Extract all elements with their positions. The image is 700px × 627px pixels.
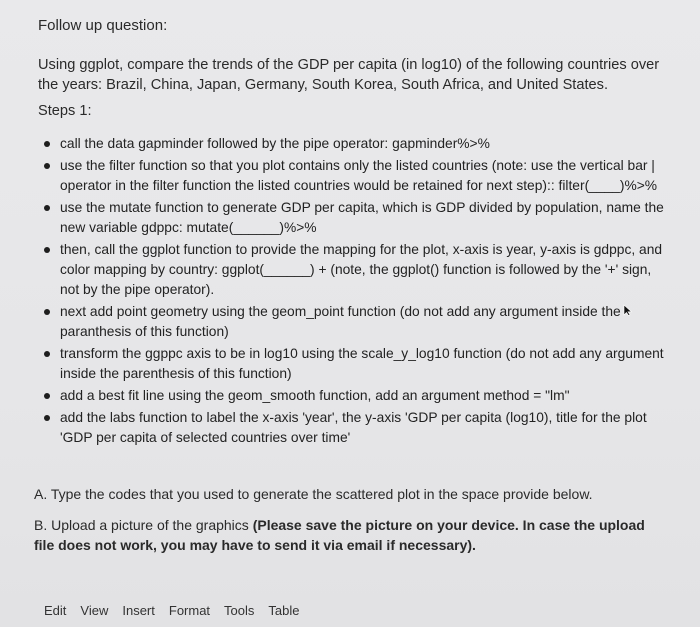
steps-list xyxy=(44,134,674,450)
part-b-text: B. Upload a picture of the graphics xyxy=(34,517,253,533)
menu-insert[interactable]: Insert xyxy=(122,603,155,618)
part-a-instruction: A. Type the codes that you used to generate the scattered plot in the space provide below. xyxy=(34,486,593,502)
menu-edit[interactable]: Edit xyxy=(44,603,67,618)
question-title: Follow up question: xyxy=(38,17,168,34)
mouse-pointer-icon xyxy=(623,304,633,316)
step-item: next add point geometry using the geom_point function (do not add any argument inside the paranthesis of this function) xyxy=(44,302,674,342)
step-item: transform the ggppc axis to be in log10 using the scale_y_log10 function (do not add any argument inside the parenthesis of this function) xyxy=(44,344,674,384)
steps-title: Steps 1: xyxy=(38,103,92,119)
menu-tools[interactable]: Tools xyxy=(224,603,255,618)
menu-format[interactable]: Format xyxy=(168,603,211,618)
menu-table[interactable]: Table xyxy=(268,603,300,618)
step-item: call the data gapminder followed by the pipe operator: gapminder%>% xyxy=(44,134,674,154)
question-intro: Using ggplot, compare the trends of the GDP per capita (in log10) of the following countries over the years: Brazil, China, Japan, Germany, South Korea, South Africa, and United States. xyxy=(38,57,660,93)
editor-menu-bar xyxy=(44,603,299,618)
step-item: use the filter function so that you plot contains only the listed countries (note: use the vertical bar | operator in the filter function the listed countries would be retained for next step):: filter(____)%>% xyxy=(44,156,674,196)
step-item: use the mutate function to generate GDP per capita, which is GDP divided by population, name the new variable gdppc: mutate(______)%>% xyxy=(44,198,674,238)
step-item: add a best fit line using the geom_smooth function, add an argument method = "lm" xyxy=(44,386,674,406)
part-b-instruction xyxy=(34,515,664,555)
part-b-bold-note: (Please save the picture on your device. In case the upload file does not work, you may have to send it via email if necessary). xyxy=(34,517,645,553)
step-item: then, call the ggplot function to provide the mapping for the plot, x-axis is year, y-axis is gdppc, and color mapping by country: ggplot(______) + (note, the ggplot() function is followed by the '+' sign, not by the pipe operator). xyxy=(44,240,674,300)
step-item: add the labs function to label the x-axis 'year', the y-axis 'GDP per capita (log10), title for the plot 'GDP per capita of selected countries over time' xyxy=(44,408,674,448)
menu-view[interactable]: View xyxy=(80,603,109,618)
